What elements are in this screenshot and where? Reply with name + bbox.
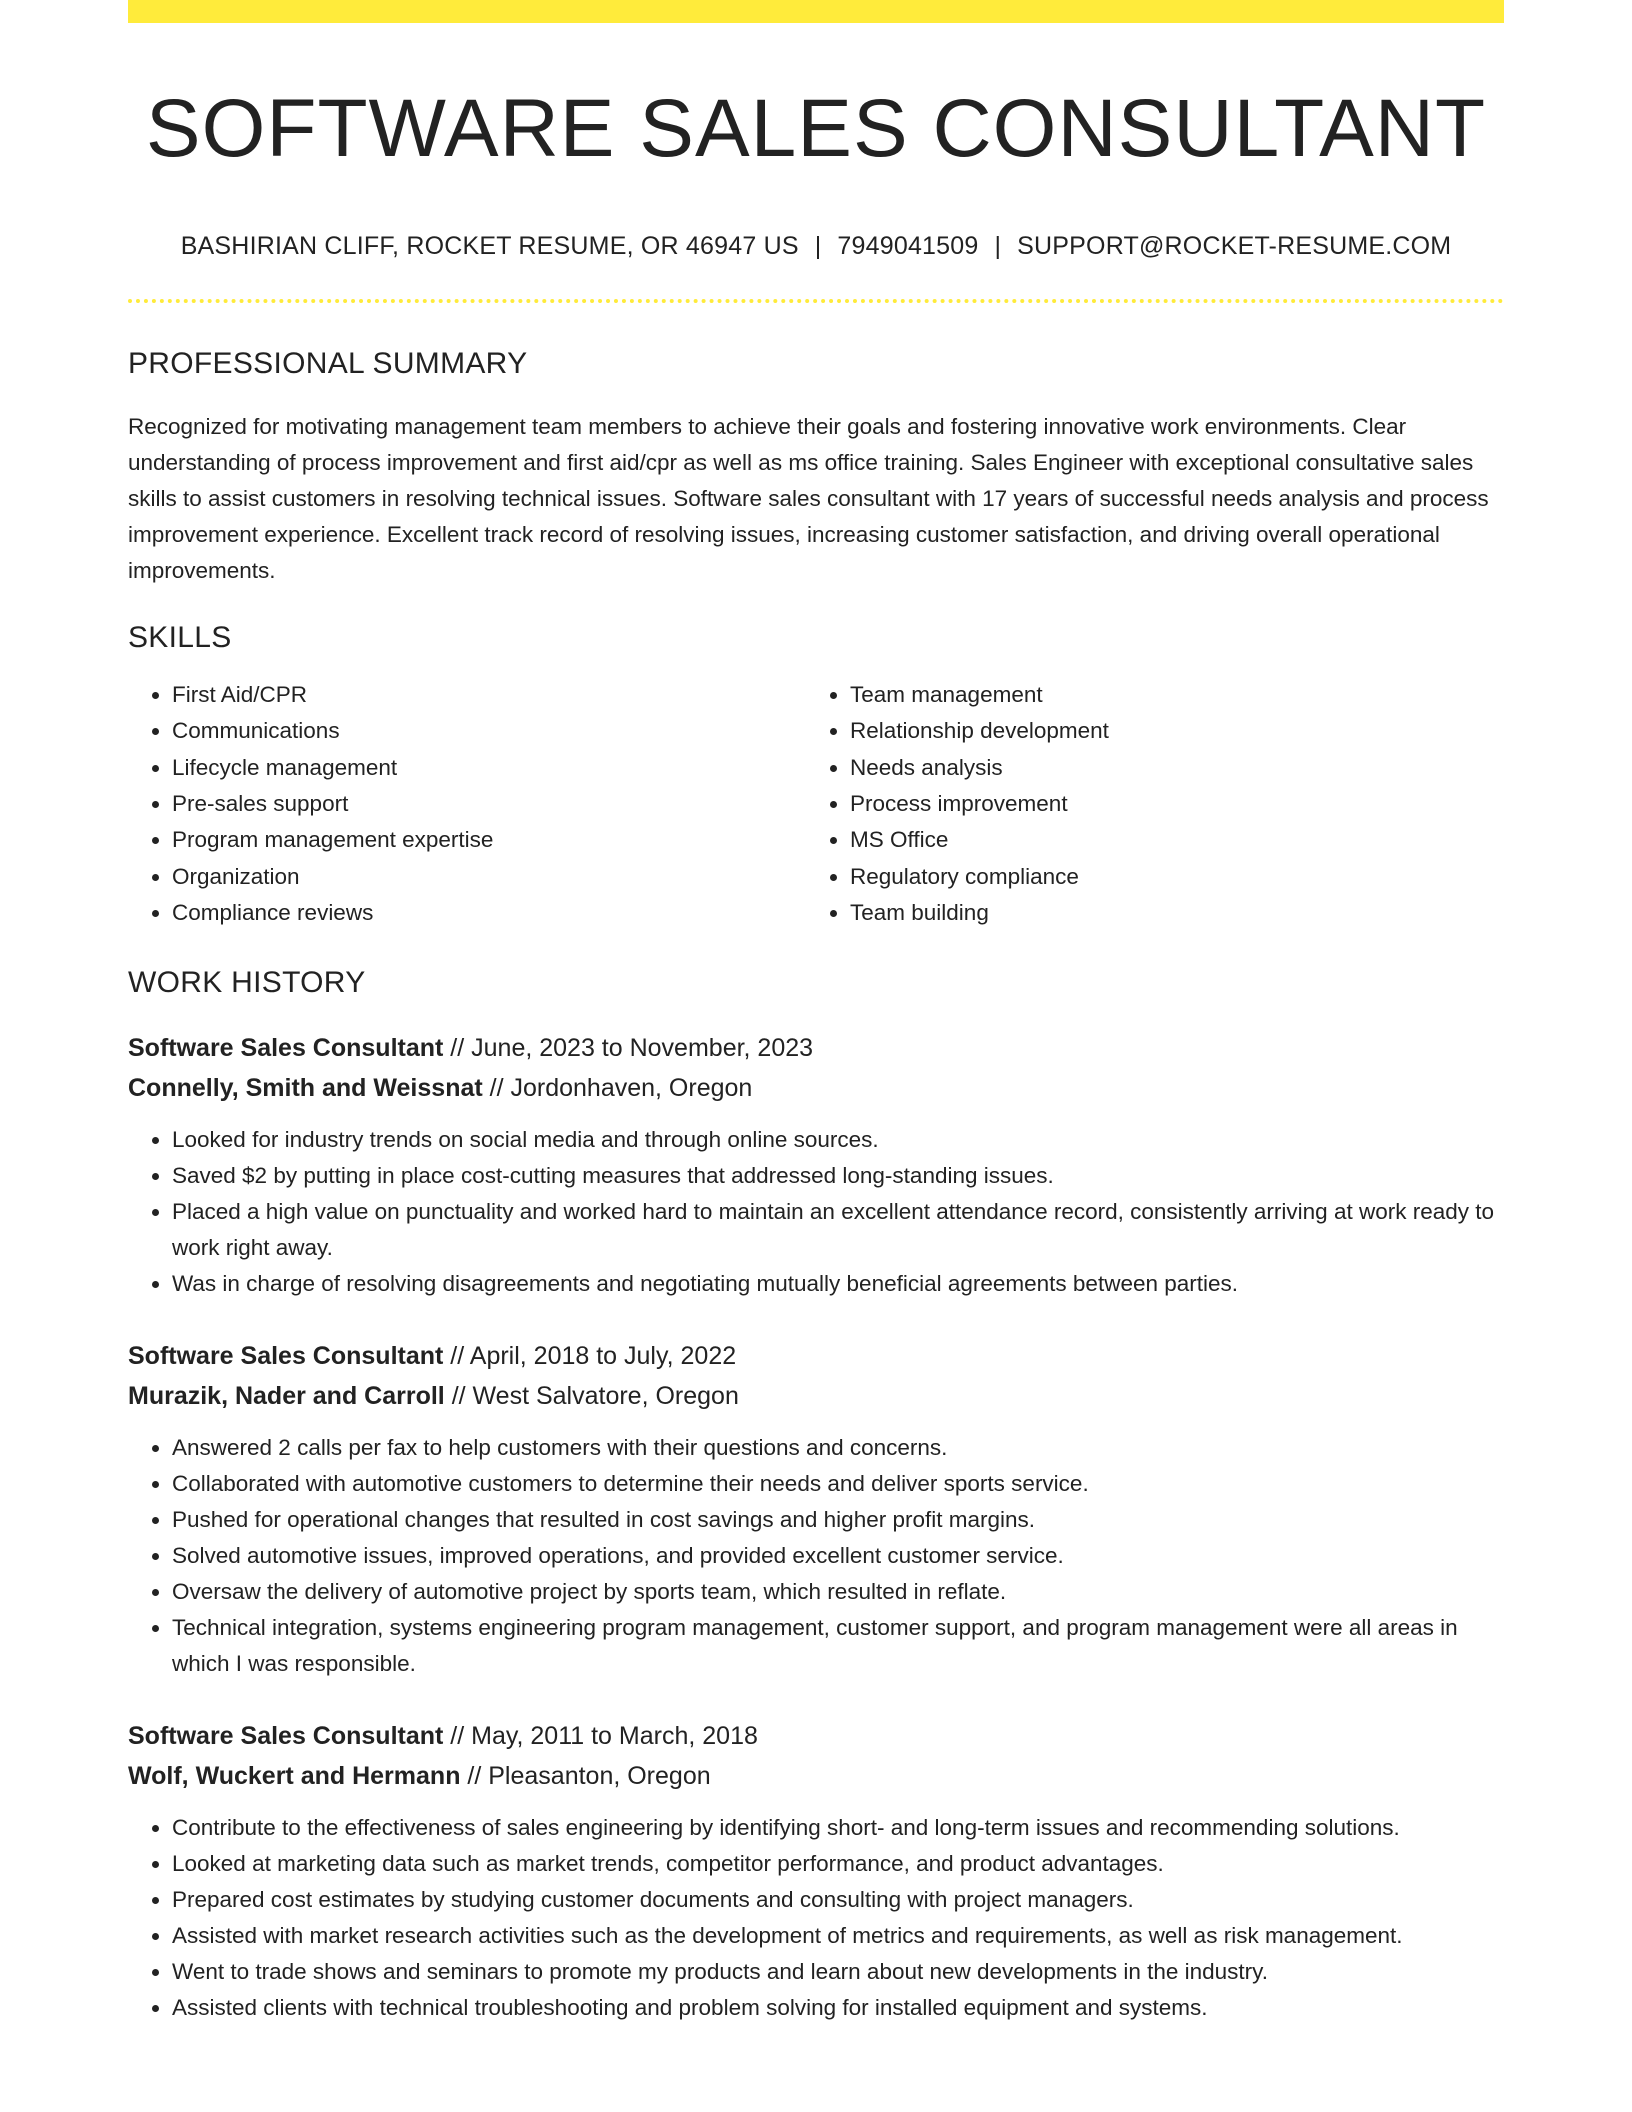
job-bullet: • Answered 2 calls per fax to help customers with their questions and concerns.	[172, 1430, 1504, 1466]
job-company: Connelly, Smith and Weissnat	[128, 1074, 483, 1103]
job-bullet: • Collaborated with automotive customers to determine their needs and deliver sports service.	[172, 1466, 1504, 1502]
job-role: Software Sales Consultant	[128, 1034, 444, 1063]
skill-item: • First Aid/CPR	[172, 677, 806, 713]
job-company: Wolf, Wuckert and Hermann	[128, 1762, 461, 1791]
summary-title: PROFESSIONAL SUMMARY	[128, 347, 528, 381]
contact-email: SUPPORT@ROCKET-RESUME.COM	[1017, 232, 1452, 261]
job-role-line	[128, 1028, 1504, 1068]
job-dates: // June, 2023 to November, 2023	[443, 1034, 814, 1063]
job-bullet: • Contribute to the effectiveness of sales engineering by identifying short- and long-term issues and recommending solutions.	[172, 1810, 1504, 1846]
job-location: // West Salvatore, Oregon	[444, 1382, 739, 1411]
summary-text: Recognized for motivating management team members to achieve their goals and fostering innovative work environments. Clear understanding of process improvement and first aid/cpr as well as ms office training. Sales Engineer with exceptional consultative sales skills to assist customers in resolving technical issues. Software sales consultant with 17 years of successful needs analysis and process improvement experience. Excellent track record of resolving issues, increasing customer satisfaction, and driving overall operational improvements.	[128, 414, 1489, 584]
job-bullet: • Placed a high value on punctuality and worked hard to maintain an excellent attendance record, consistently arriving at work ready to work right away.	[172, 1194, 1504, 1266]
job-location: // Jordonhaven, Oregon	[482, 1074, 753, 1103]
skill-item: • Process improvement	[850, 786, 1484, 822]
job-bullet: • Pushed for operational changes that resulted in cost savings and higher profit margins.	[172, 1502, 1504, 1538]
skill-item: • Pre-sales support	[172, 786, 806, 822]
skill-item: • Program management expertise	[172, 822, 806, 858]
job-bullet: • Assisted with market research activities such as the development of metrics and requirements, as well as risk management.	[172, 1918, 1504, 1954]
job-bullet: • Saved $2 by putting in place cost-cutting measures that addressed long-standing issues.	[172, 1158, 1504, 1194]
job-bullet: • Technical integration, systems engineering program management, customer support, and program management were all areas in which I was responsible.	[172, 1610, 1504, 1682]
job-bullet: • Looked for industry trends on social media and through online sources.	[172, 1122, 1504, 1158]
job-role-line	[128, 1716, 1504, 1756]
job-bullets	[128, 1122, 1504, 1302]
contact-separator: |	[994, 232, 1002, 261]
job-company: Murazik, Nader and Carroll	[128, 1382, 445, 1411]
contact-separator: |	[814, 232, 822, 261]
top-accent-bar	[128, 0, 1504, 23]
skill-item: • Lifecycle management	[172, 750, 806, 786]
skill-item: • Organization	[172, 859, 806, 895]
skill-item: • Compliance reviews	[172, 895, 806, 931]
job-company-line	[128, 1756, 1504, 1796]
job-company-line	[128, 1376, 1504, 1416]
job-role-line	[128, 1336, 1504, 1376]
job-entry	[128, 1028, 1504, 1302]
skills-column-left	[128, 677, 806, 931]
job-bullet: • Was in charge of resolving disagreements and negotiating mutually beneficial agreements between parties.	[172, 1266, 1504, 1302]
job-bullet: • Prepared cost estimates by studying customer documents and consulting with project managers.	[172, 1882, 1504, 1918]
job-entry	[128, 1716, 1504, 2026]
job-dates: // April, 2018 to July, 2022	[443, 1342, 737, 1371]
skill-item: • MS Office	[850, 822, 1484, 858]
job-company-line	[128, 1068, 1504, 1108]
contact-line	[128, 232, 1504, 261]
job-entry	[128, 1336, 1504, 1682]
skill-item: • Team building	[850, 895, 1484, 931]
job-role: Software Sales Consultant	[128, 1342, 444, 1371]
skill-item: • Relationship development	[850, 713, 1484, 749]
resume-name: SOFTWARE SALES CONSULTANT	[145, 83, 1487, 174]
job-bullet: • Went to trade shows and seminars to promote my products and learn about new developments in the industry.	[172, 1954, 1504, 1990]
skill-item: • Needs analysis	[850, 750, 1484, 786]
job-bullets	[128, 1810, 1504, 2026]
job-bullet: • Assisted clients with technical troubleshooting and problem solving for installed equipment and systems.	[172, 1990, 1504, 2026]
skill-item: • Regulatory compliance	[850, 859, 1484, 895]
skill-item: • Team management	[850, 677, 1484, 713]
work-history-title: WORK HISTORY	[128, 966, 366, 1000]
job-bullet: • Looked at marketing data such as market trends, competitor performance, and product advantages.	[172, 1846, 1504, 1882]
contact-phone: 7949041509	[837, 232, 979, 261]
header-divider	[128, 299, 1504, 303]
contact-address: BASHIRIAN CLIFF, ROCKET RESUME, OR 46947 US	[180, 232, 799, 261]
job-role: Software Sales Consultant	[128, 1722, 444, 1751]
job-dates: // May, 2011 to March, 2018	[443, 1722, 758, 1751]
skills-list	[128, 677, 1504, 931]
job-bullet: • Oversaw the delivery of automotive project by sports team, which resulted in reflate.	[172, 1574, 1504, 1610]
job-bullet: • Solved automotive issues, improved operations, and provided excellent customer service.	[172, 1538, 1504, 1574]
skill-item: • Communications	[172, 713, 806, 749]
skills-title: SKILLS	[128, 621, 232, 655]
job-bullets	[128, 1430, 1504, 1682]
skills-column-right	[806, 677, 1484, 931]
resume-page	[128, 0, 1504, 2026]
job-location: // Pleasanton, Oregon	[460, 1762, 711, 1791]
